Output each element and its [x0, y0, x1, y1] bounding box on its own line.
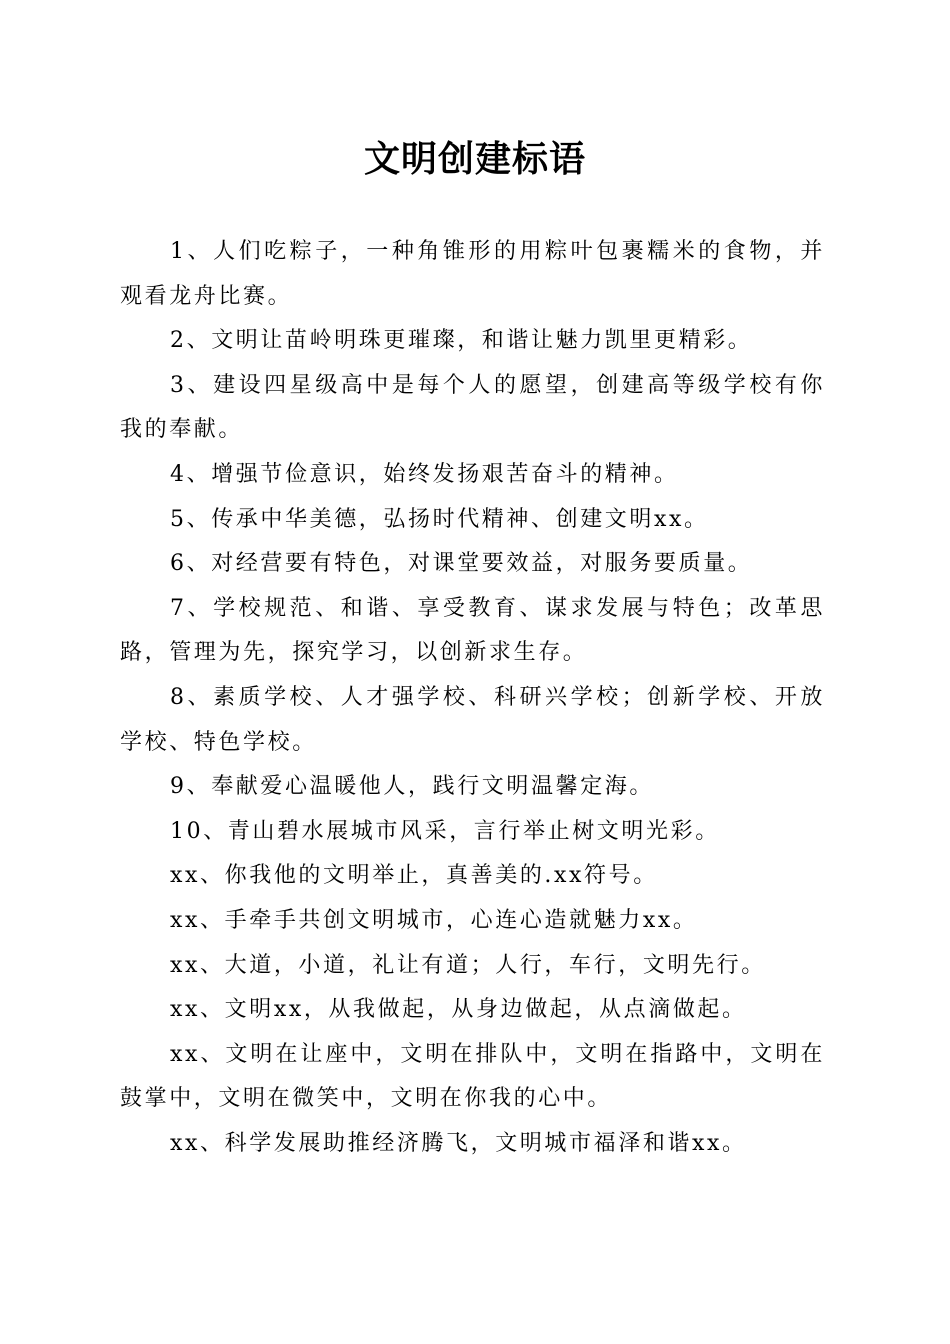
slogan-paragraph: xx、手牵手共创文明城市，心连心造就魅力xx。 [170, 907, 698, 933]
slogan-paragraph: xx、你我他的文明举止，真善美的.xx符号。 [170, 863, 658, 889]
slogan-paragraph: 7、学校规范、和谐、享受教育、谋求发展与特色；改革思路，管理为先，探究学习，以创新求生存。 [120, 595, 825, 666]
slogan-paragraph: 10、青山碧水展城市风采，言行举止树文明光彩。 [170, 818, 720, 844]
slogan-paragraph: xx、文明在让座中，文明在排队中，文明在指路中，文明在鼓掌中，文明在微笑中，文明在你我的心中。 [120, 1041, 825, 1112]
slogan-paragraph: 2、文明让苗岭明珠更璀璨，和谐让魅力凯里更精彩。 [170, 328, 753, 354]
slogan-paragraph: 3、建设四星级高中是每个人的愿望，创建高等级学校有你我的奉献。 [120, 372, 825, 443]
slogan-paragraph: 1、人们吃粽子，一种角锥形的用粽叶包裹糯米的食物，并观看龙舟比赛。 [120, 239, 825, 309]
slogan-paragraph: 4、增强节俭意识，始终发扬艰苦奋斗的精神。 [170, 461, 679, 487]
slogan-paragraph: xx、大道，小道，礼让有道；人行，车行，文明先行。 [170, 952, 766, 978]
slogan-paragraph: 6、对经营要有特色，对课堂要效益，对服务要质量。 [170, 551, 753, 577]
document-title: 文明创建标语 [363, 139, 586, 180]
slogan-paragraph: 5、传承中华美德，弘扬时代精神、创建文明xx。 [170, 506, 709, 532]
slogan-list [120, 230, 825, 1166]
slogan-paragraph: xx、科学发展助推经济腾飞，文明城市福泽和谐xx。 [170, 1130, 747, 1156]
slogan-paragraph: 8、素质学校、人才强学校、科研兴学校；创新学校、开放学校、特色学校。 [120, 684, 825, 755]
slogan-paragraph: xx、文明xx，从我做起，从身边做起，从点滴做起。 [170, 997, 747, 1023]
slogan-paragraph: 9、奉献爱心温暖他人，践行文明温馨定海。 [170, 774, 654, 800]
